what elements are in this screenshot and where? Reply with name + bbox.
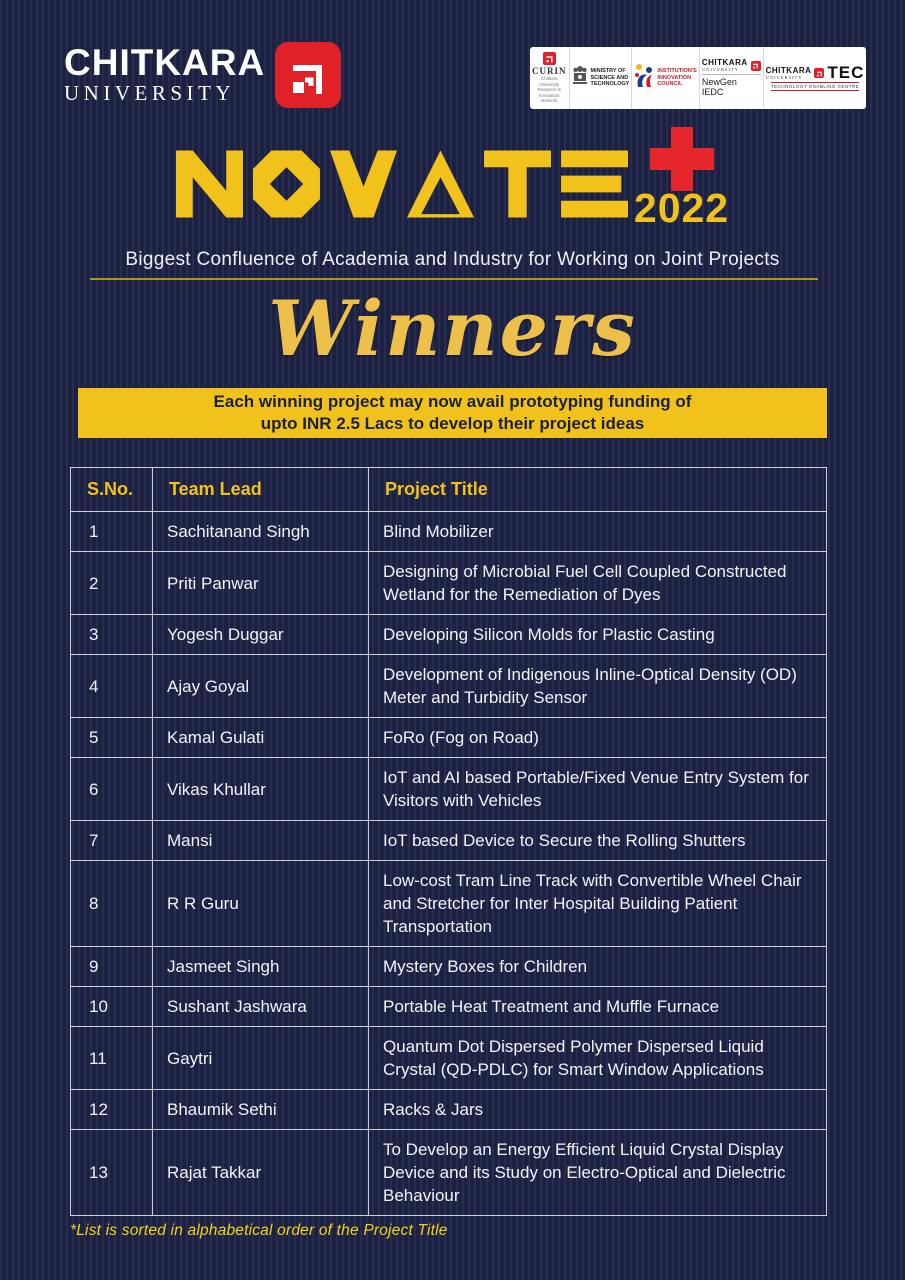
cell-sno: 6: [71, 758, 153, 821]
table-row: [71, 512, 827, 552]
cell-project-title: IoT and AI based Portable/Fixed Venue Entry System for Visitors with Vehicles: [369, 758, 827, 821]
chitkara-logo-text: [64, 42, 266, 105]
table-row: [71, 758, 827, 821]
plus-year-block: [633, 127, 730, 231]
cell-sno: 11: [71, 1027, 153, 1090]
tec-brand-sub: UNIVERSITY: [765, 74, 803, 80]
newgen-name: NewGen IEDC: [702, 74, 761, 97]
cell-project-title: Designing of Microbial Fuel Cell Coupled Constructed Wetland for the Remediation of Dyes: [369, 552, 827, 615]
winners-heading: Winners: [268, 284, 637, 373]
cell-project-title: Portable Heat Treatment and Muffle Furnace: [369, 987, 827, 1027]
tec-chevron-icon: [814, 68, 824, 78]
cell-sno: 12: [71, 1090, 153, 1130]
table-row: [71, 718, 827, 758]
table-row: [71, 1027, 827, 1090]
partner-logo-strip: [530, 47, 866, 109]
curin-logo: [530, 47, 570, 109]
cell-sno: 9: [71, 947, 153, 987]
ministry-name: MINISTRY OF SCIENCE AND TECHNOLOGY: [590, 68, 630, 88]
cell-team-lead: Kamal Gulati: [153, 718, 369, 758]
tec-tagline: TECHNOLOGY ENABLING CENTRE: [770, 84, 860, 89]
iic-logo: [632, 47, 700, 109]
cell-sno: 13: [71, 1130, 153, 1216]
table-row: [71, 947, 827, 987]
cell-project-title: IoT based Device to Secure the Rolling Shutters: [369, 821, 827, 861]
cell-team-lead: Sachitanand Singh: [153, 512, 369, 552]
newgen-brand: CHITKARA: [701, 58, 748, 67]
curin-name: CURIN: [532, 66, 567, 77]
newgen-chevron-icon: [751, 61, 761, 71]
cell-project-title: Quantum Dot Dispersed Polymer Dispersed Liquid Crystal (QD-PDLC) for Smart Window Applications: [369, 1027, 827, 1090]
ministry-logo: [570, 47, 633, 109]
cell-team-lead: Mansi: [153, 821, 369, 861]
university-name: CHITKARA: [64, 42, 266, 83]
cell-team-lead: Priti Panwar: [153, 552, 369, 615]
cell-sno: 10: [71, 987, 153, 1027]
cell-team-lead: Yogesh Duggar: [153, 615, 369, 655]
table-row: [71, 987, 827, 1027]
table-row: [71, 552, 827, 615]
iic-swoosh-icon: [634, 63, 654, 94]
cell-team-lead: Ajay Goyal: [153, 655, 369, 718]
cell-sno: 8: [71, 861, 153, 947]
table-row: [71, 615, 827, 655]
cell-project-title: Developing Silicon Molds for Plastic Casting: [369, 615, 827, 655]
cell-team-lead: R R Guru: [153, 861, 369, 947]
tec-brand: CHITKARA: [765, 65, 812, 75]
cell-sno: 1: [71, 512, 153, 552]
cell-project-title: Development of Indigenous Inline-Optical Density (OD) Meter and Turbidity Sensor: [369, 655, 827, 718]
cell-project-title: Blind Mobilizer: [369, 512, 827, 552]
novate-wordmark: [176, 140, 628, 228]
novate-logotype: [0, 140, 905, 231]
cell-team-lead: Rajat Takkar: [153, 1130, 369, 1216]
newgen-brand-sub: UNIVERSITY: [701, 67, 739, 72]
footnote: *List is sorted in alphabetical order of the Project Title: [70, 1222, 448, 1239]
cell-team-lead: Vikas Khullar: [153, 758, 369, 821]
cell-project-title: Mystery Boxes for Children: [369, 947, 827, 987]
plus-icon: [650, 127, 714, 191]
table-row: [71, 821, 827, 861]
table-row: [71, 655, 827, 718]
curin-chevron-icon: [543, 52, 556, 65]
cell-sno: 2: [71, 552, 153, 615]
cell-project-title: Racks & Jars: [369, 1090, 827, 1130]
cell-team-lead: Bhaumik Sethi: [153, 1090, 369, 1130]
chitkara-university-logo: [64, 42, 341, 108]
table-row: [71, 1090, 827, 1130]
cell-sno: 4: [71, 655, 153, 718]
event-year: 2022: [633, 185, 730, 231]
iic-name: INSTITUTION'S INNOVATION COUNCIL: [657, 68, 697, 88]
column-header-team-lead: Team Lead: [153, 468, 369, 512]
table-row: [71, 861, 827, 947]
banner-line-1: Each winning project may now avail prototyping funding of: [213, 392, 692, 411]
newgen-iedc-logo: [700, 47, 764, 109]
column-header-project-title: Project Title: [369, 468, 827, 512]
ashoka-emblem-icon: [572, 64, 588, 93]
funding-banner: [78, 388, 827, 438]
event-subtitle: Biggest Confluence of Academia and Industry for Working on Joint Projects: [125, 249, 780, 270]
cell-sno: 5: [71, 718, 153, 758]
chitkara-chevron-icon: [275, 42, 341, 108]
cell-project-title: To Develop an Energy Efficient Liquid Crystal Display Device and its Study on Electro-Optical and Dielectric Behaviour: [369, 1130, 827, 1216]
university-sub: UNIVERSITY: [64, 81, 235, 105]
table-row: [71, 1130, 827, 1216]
cell-team-lead: Sushant Jashwara: [153, 987, 369, 1027]
tec-logo: [764, 47, 866, 109]
gold-divider: [90, 278, 818, 280]
table-header-row: [71, 468, 827, 512]
cell-team-lead: Gaytri: [153, 1027, 369, 1090]
cell-sno: 3: [71, 615, 153, 655]
cell-sno: 7: [71, 821, 153, 861]
winners-table-body: [71, 512, 827, 1216]
cell-team-lead: Jasmeet Singh: [153, 947, 369, 987]
tec-name: TEC: [827, 63, 865, 82]
curin-sub: Chitkara University Research & Innovation Network: [537, 76, 562, 104]
winners-table: [70, 467, 827, 1216]
cell-project-title: Low-cost Tram Line Track with Convertible Wheel Chair and Stretcher for Inter Hospital Building Patient Transportation: [369, 861, 827, 947]
cell-project-title: FoRo (Fog on Road): [369, 718, 827, 758]
banner-line-2: upto INR 2.5 Lacs to develop their project ideas: [260, 414, 645, 433]
column-header-sno: S.No.: [71, 468, 153, 512]
